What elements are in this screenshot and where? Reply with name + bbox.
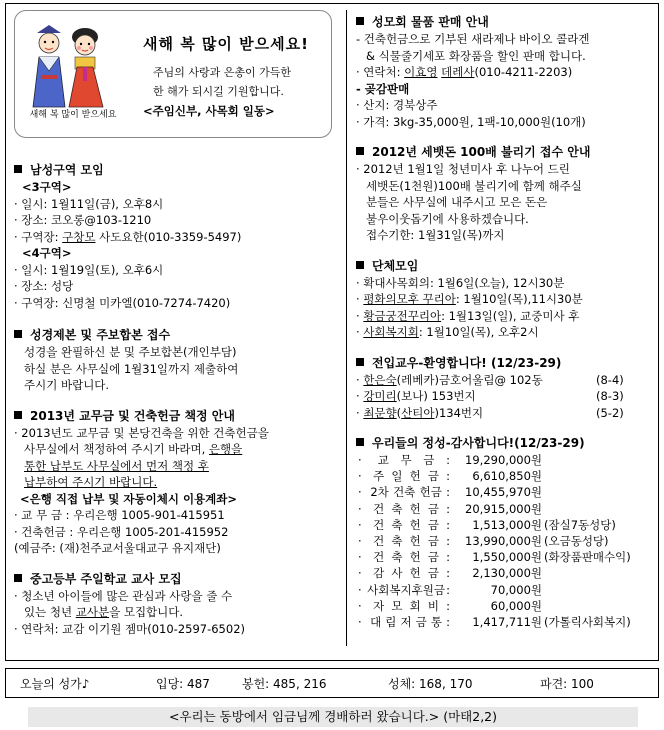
info-line: · 장소: 성당 bbox=[14, 279, 74, 293]
text-span: )134번지 bbox=[434, 405, 484, 420]
offering-label: · 주 일 헌 금 : bbox=[358, 469, 450, 484]
section-title-text: 단체모임 bbox=[372, 258, 419, 273]
text-span: 을 모집합니다. bbox=[109, 605, 184, 619]
district-label: <3구역> bbox=[22, 180, 72, 194]
underlined-name: 최문향 bbox=[363, 405, 397, 420]
offering-label: · 감 사 헌 금 : bbox=[358, 566, 450, 581]
square-bullet-icon bbox=[14, 574, 22, 582]
info-line: · 가격: 3kg-35,000원, 1팩-10,000원(10개) bbox=[356, 114, 586, 129]
label-char: 축 bbox=[391, 517, 403, 532]
offering-label: · 교 무 금 : bbox=[358, 453, 450, 467]
offering-row bbox=[356, 549, 656, 565]
square-bullet-icon bbox=[356, 358, 364, 366]
offering-row bbox=[356, 614, 656, 630]
text-span: ( bbox=[396, 405, 402, 420]
label-char: 감 bbox=[373, 566, 385, 581]
text-span: · bbox=[356, 308, 364, 323]
label-char: 건 bbox=[373, 501, 385, 516]
section-title bbox=[356, 355, 656, 372]
bible-verse: <우리는 동방에서 임금님께 경배하러 왔습니다.> (마태2,2) bbox=[28, 707, 638, 727]
section-offering-pledge bbox=[14, 408, 336, 557]
label-char: 건축 bbox=[393, 485, 416, 500]
right-column bbox=[356, 10, 656, 630]
illustration-caption: 새해 복 많이 받으세요 bbox=[29, 110, 117, 120]
square-bullet-icon bbox=[356, 17, 364, 25]
offering-row bbox=[356, 565, 656, 581]
hymn-entry: 입당: 487 bbox=[156, 676, 210, 691]
text-span: · bbox=[356, 292, 364, 306]
section-title bbox=[14, 327, 336, 344]
underlined-name: 산티아 bbox=[401, 405, 435, 420]
section-title-text: 성모회 물품 판매 안내 bbox=[372, 15, 489, 29]
info-line bbox=[356, 64, 656, 81]
greeting-signature: <주임신부, 사목회 일동> bbox=[143, 104, 275, 118]
label-char: 자 bbox=[373, 598, 385, 613]
info-line bbox=[356, 291, 656, 308]
section-title bbox=[14, 162, 336, 179]
offerings-table bbox=[356, 452, 656, 630]
offering-amount: 13,990,000원 bbox=[465, 534, 542, 549]
offering-note: (오금동성당) bbox=[544, 534, 609, 549]
offering-note bbox=[542, 501, 544, 517]
label-char: 대 bbox=[370, 615, 382, 630]
offering-amount: 70,000원 bbox=[490, 582, 542, 597]
label-char: 금 bbox=[427, 517, 439, 532]
text-span: · bbox=[356, 372, 364, 387]
offering-row bbox=[356, 484, 656, 500]
hymn-label: 오늘의 성가♪ bbox=[20, 676, 90, 691]
info-line: · 산지: 경북상주 bbox=[356, 98, 438, 112]
section-title-text: 중고등부 주일학교 교사 모집 bbox=[30, 571, 182, 586]
section-welcome-newcomers bbox=[356, 355, 656, 422]
info-line: 접수기한: 1월31일(목)까지 bbox=[366, 228, 505, 242]
sub-heading: - 곶감판매 bbox=[356, 81, 410, 96]
offering-note bbox=[542, 582, 544, 598]
underlined-name: 구창모 bbox=[62, 229, 96, 244]
text-span: : 1월10일(목),11시30분 bbox=[455, 292, 583, 306]
underlined-name: 사회복지회 bbox=[363, 325, 419, 339]
label-char: 헌 bbox=[409, 517, 421, 532]
info-line bbox=[356, 308, 656, 325]
underlined-name: 황금궁전꾸리아 bbox=[363, 308, 442, 323]
offering-amount: 6,610,850원 bbox=[472, 469, 542, 484]
label-char: 축 bbox=[391, 534, 403, 549]
offering-amount: 60,000원 bbox=[490, 598, 542, 613]
offering-note: (잠실7동성당) bbox=[544, 517, 616, 532]
label-char: 축 bbox=[391, 550, 403, 565]
section-title-text: 전입교우-환영합니다! (12/23-29) bbox=[372, 355, 562, 370]
offering-amount: 10,455,970원 bbox=[465, 485, 542, 500]
section-title bbox=[14, 408, 336, 425]
section-title-text: 남성구역 모임 bbox=[30, 163, 104, 177]
text-span: (레베카)금호어울림@ 102동 bbox=[396, 372, 543, 387]
offering-row bbox=[356, 598, 656, 614]
district-code: (8-3) bbox=[596, 389, 624, 403]
label-char: 통 bbox=[430, 615, 443, 630]
offering-amount: 20,915,000원 bbox=[465, 501, 542, 516]
label-char: 축 bbox=[391, 501, 403, 516]
section-title-text: 성경제본 및 주보합본 접수 bbox=[30, 328, 171, 342]
offering-label: · 건 축 헌 금 : bbox=[358, 517, 450, 532]
district-label: <4구역> bbox=[22, 246, 72, 260]
label-char: 건 bbox=[373, 550, 385, 565]
square-bullet-icon bbox=[356, 261, 364, 269]
label-char: 주 bbox=[373, 469, 385, 484]
underlined-name: 강미리 bbox=[363, 389, 397, 403]
section-title bbox=[356, 258, 656, 275]
left-column bbox=[14, 10, 336, 637]
offering-row bbox=[356, 533, 656, 549]
offering-row bbox=[356, 501, 656, 517]
info-line: · 2013년도 교무금 및 본당건축을 위한 건축헌금을 bbox=[14, 425, 269, 440]
section-title bbox=[356, 144, 656, 161]
offering-label: · 건 축 헌 금 : bbox=[358, 550, 450, 565]
offering-label: · 건 축 헌 금 : bbox=[358, 534, 450, 549]
account-heading: <은행 직접 납부 및 자동이체시 이용계좌> bbox=[20, 491, 238, 506]
new-year-greeting-box bbox=[14, 10, 332, 138]
underlined-text: 통한 납부도 사무실에서 먼저 책정 후 bbox=[24, 458, 209, 473]
offering-amount: 1,417,711원 bbox=[472, 615, 542, 630]
hymn-offertory: 봉헌: 485, 216 bbox=[242, 676, 327, 691]
info-line bbox=[14, 474, 336, 491]
info-line: & 식물줄기세포 화장품을 할인 판매 합니다. bbox=[366, 48, 586, 63]
label-char: 헌금 bbox=[419, 485, 442, 500]
square-bullet-icon bbox=[14, 411, 22, 419]
offering-note bbox=[542, 468, 544, 484]
text-span: · bbox=[356, 325, 364, 339]
text-span: 사무실에서 책정하여 주시기 바라며, bbox=[24, 442, 209, 456]
offering-amount: 1,550,000원 bbox=[472, 550, 542, 565]
offering-label: · 사회복지후원금 : bbox=[358, 582, 450, 597]
section-title bbox=[356, 435, 656, 452]
section-product-sale bbox=[356, 14, 656, 130]
offering-amount: 1,513,000원 bbox=[472, 517, 542, 532]
underlined-text: 은행을 bbox=[208, 442, 243, 456]
info-line: 하실 분은 사무실에 1월31일까지 제출하여 bbox=[24, 361, 239, 376]
label-char: 일 bbox=[391, 469, 403, 484]
section-title-text: 2013년 교무금 및 건축헌금 책정 안내 bbox=[30, 408, 235, 423]
offering-label: · 대 림 저 금 통 : bbox=[358, 615, 450, 630]
greeting-line: 주님의 사랑과 은총이 가득한 bbox=[153, 66, 292, 79]
hymn-dismissal: 파견: 100 bbox=[540, 676, 594, 691]
offering-label: · 2차 건축 헌금 : bbox=[358, 485, 450, 500]
text-span: · bbox=[356, 389, 364, 403]
label-char: 2차 bbox=[370, 485, 389, 500]
text-span: 사도요한(010-3359-5497) bbox=[95, 229, 242, 244]
info-line: · 일시: 1월11일(금), 오후8시 bbox=[14, 196, 164, 211]
info-line: · 일시: 1월19일(토), 오후6시 bbox=[14, 262, 164, 277]
section-title-text: 2012년 세뱃돈 100배 불리기 접수 안내 bbox=[372, 145, 591, 159]
greeting-body bbox=[153, 63, 328, 101]
section-teacher-recruit bbox=[14, 571, 336, 638]
info-line bbox=[14, 229, 336, 246]
label-char: 헌 bbox=[409, 501, 421, 516]
info-line: · 장소: 코오롱@103-1210 bbox=[14, 213, 152, 227]
account-line: · 건축헌금 : 우리은행 1005-201-415952 bbox=[14, 524, 229, 539]
label-char: 사 bbox=[391, 566, 403, 581]
text-span: (보나) 153번지 bbox=[396, 389, 476, 403]
text-span: · 연락처: bbox=[356, 65, 405, 79]
info-line: · 구역장: 신명철 미카엘(010-7274-7420) bbox=[14, 295, 231, 310]
info-line bbox=[14, 604, 336, 621]
offering-row bbox=[356, 582, 656, 598]
info-line bbox=[14, 458, 336, 475]
greeting-line: 한 해가 되시길 기원합니다. bbox=[153, 85, 284, 98]
info-line: · 청소년 아이들에 많은 관심과 사랑을 줄 수 bbox=[14, 588, 233, 603]
offering-label: · 자 모 회 비 : bbox=[358, 598, 450, 613]
newcomer-row bbox=[356, 388, 656, 405]
offering-note bbox=[542, 565, 544, 581]
label-char: 헌 bbox=[409, 566, 421, 581]
square-bullet-icon bbox=[356, 438, 364, 446]
column-divider bbox=[346, 10, 347, 646]
square-bullet-icon bbox=[14, 165, 22, 173]
section-new-year-money bbox=[356, 144, 656, 244]
offering-amount: 19,290,000원 bbox=[465, 453, 542, 467]
district-code: (5-2) bbox=[596, 405, 624, 420]
underlined-name: 평화의모후 꾸리아 bbox=[363, 292, 456, 306]
info-line bbox=[14, 441, 336, 458]
offering-note bbox=[542, 598, 544, 614]
offering-row bbox=[356, 517, 656, 533]
section-bible-binding bbox=[14, 327, 336, 394]
square-bullet-icon bbox=[14, 330, 22, 338]
account-line: · 교 무 금 : 우리은행 1005-901-415951 bbox=[14, 508, 225, 522]
account-holder: (예금주: (재)천주교서울대교구 유지재단) bbox=[14, 541, 221, 555]
label-char: 무 bbox=[400, 453, 412, 467]
offering-note bbox=[542, 452, 544, 468]
info-line: 주시기 바랍니다. bbox=[24, 378, 110, 392]
label-char: 금 bbox=[415, 615, 427, 630]
section-offerings-thanks bbox=[356, 435, 656, 630]
info-line bbox=[356, 324, 656, 341]
offering-label: · 건 축 헌 금 : bbox=[358, 501, 450, 516]
offering-note: (가톨릭사회복지) bbox=[544, 615, 631, 630]
text-span: (010-4211-2203) bbox=[474, 65, 573, 79]
text-span: : 1월13일(일), 교중미사 후 bbox=[441, 308, 580, 323]
offering-amount: 2,130,000원 bbox=[472, 566, 542, 581]
label-char: 사회복지후원금 bbox=[367, 582, 445, 597]
info-line: · 2012년 1월1일 청년미사 후 나누어 드린 bbox=[356, 162, 570, 176]
text-span: · bbox=[356, 405, 364, 420]
offering-note: (화장품판매수익) bbox=[544, 550, 631, 565]
label-char: 금 bbox=[427, 550, 439, 565]
section-men-district-meeting bbox=[14, 162, 336, 311]
offering-note bbox=[542, 484, 544, 500]
hymn-communion: 성체: 168, 170 bbox=[388, 676, 473, 691]
info-line: 세뱃돈(1천원)100배 불리기에 함께 해주실 bbox=[366, 178, 582, 193]
hymn-bar bbox=[5, 668, 659, 698]
district-code: (8-4) bbox=[596, 372, 624, 387]
label-char: 헌 bbox=[409, 550, 421, 565]
label-char: 림 bbox=[385, 615, 397, 630]
label-char: 비 bbox=[427, 598, 439, 613]
label-char: 건 bbox=[373, 534, 385, 549]
underlined-name: 한은숙 bbox=[363, 372, 397, 387]
underlined-text: 교사분 bbox=[75, 605, 110, 619]
hanbok-couple-illustration bbox=[23, 23, 113, 113]
square-bullet-icon bbox=[356, 147, 364, 155]
label-char: 모 bbox=[391, 598, 403, 613]
label-char: 금 bbox=[427, 534, 439, 549]
section-title bbox=[356, 14, 656, 31]
newcomer-row bbox=[356, 405, 656, 422]
label-char: 금 bbox=[427, 469, 439, 484]
label-char: 저 bbox=[400, 615, 412, 630]
section-title bbox=[14, 571, 336, 588]
greeting-title: 새해 복 많이 받으세요! bbox=[143, 35, 309, 53]
newcomer-row bbox=[356, 372, 656, 389]
label-char: 금 bbox=[423, 453, 435, 467]
label-char: 금 bbox=[427, 566, 439, 581]
label-char: 교 bbox=[377, 453, 389, 467]
text-span: 있는 청년 bbox=[24, 605, 76, 619]
info-line: 불우이웃돕기에 사용하겠습니다. bbox=[366, 211, 529, 226]
underlined-name: 데레사 bbox=[441, 65, 475, 79]
label-char: 헌 bbox=[409, 534, 421, 549]
info-line: · 확대사목회의: 1월6일(오늘), 12시30분 bbox=[356, 275, 565, 290]
info-line: 성경을 완필하신 분 및 주보합본(개인부담) bbox=[24, 345, 237, 359]
text-span: : 1월10일(목), 오후2시 bbox=[418, 325, 539, 339]
label-char: 회 bbox=[409, 598, 421, 613]
section-title-text: 우리들의 정성-감사합니다!(12/23-29) bbox=[372, 436, 585, 450]
info-line: · 연락처: 교감 이기원 젬마(010-2597-6502) bbox=[14, 621, 245, 636]
label-char: 금 bbox=[427, 501, 439, 516]
label-char: 헌 bbox=[409, 469, 421, 484]
info-line: 분들은 사무실에 내주시고 모은 돈은 bbox=[366, 195, 548, 209]
text-span: · 구역장: bbox=[14, 229, 63, 244]
section-group-meetings bbox=[356, 258, 656, 341]
info-line: - 건축헌금으로 기부된 새라제나 바이오 콜라겐 bbox=[356, 32, 590, 46]
underlined-text: 납부하여 주시기 바랍니다. bbox=[24, 475, 158, 489]
underlined-name: 이효영 bbox=[404, 65, 438, 79]
label-char: 건 bbox=[373, 517, 385, 532]
offering-row bbox=[356, 468, 656, 484]
offering-row bbox=[356, 452, 656, 468]
